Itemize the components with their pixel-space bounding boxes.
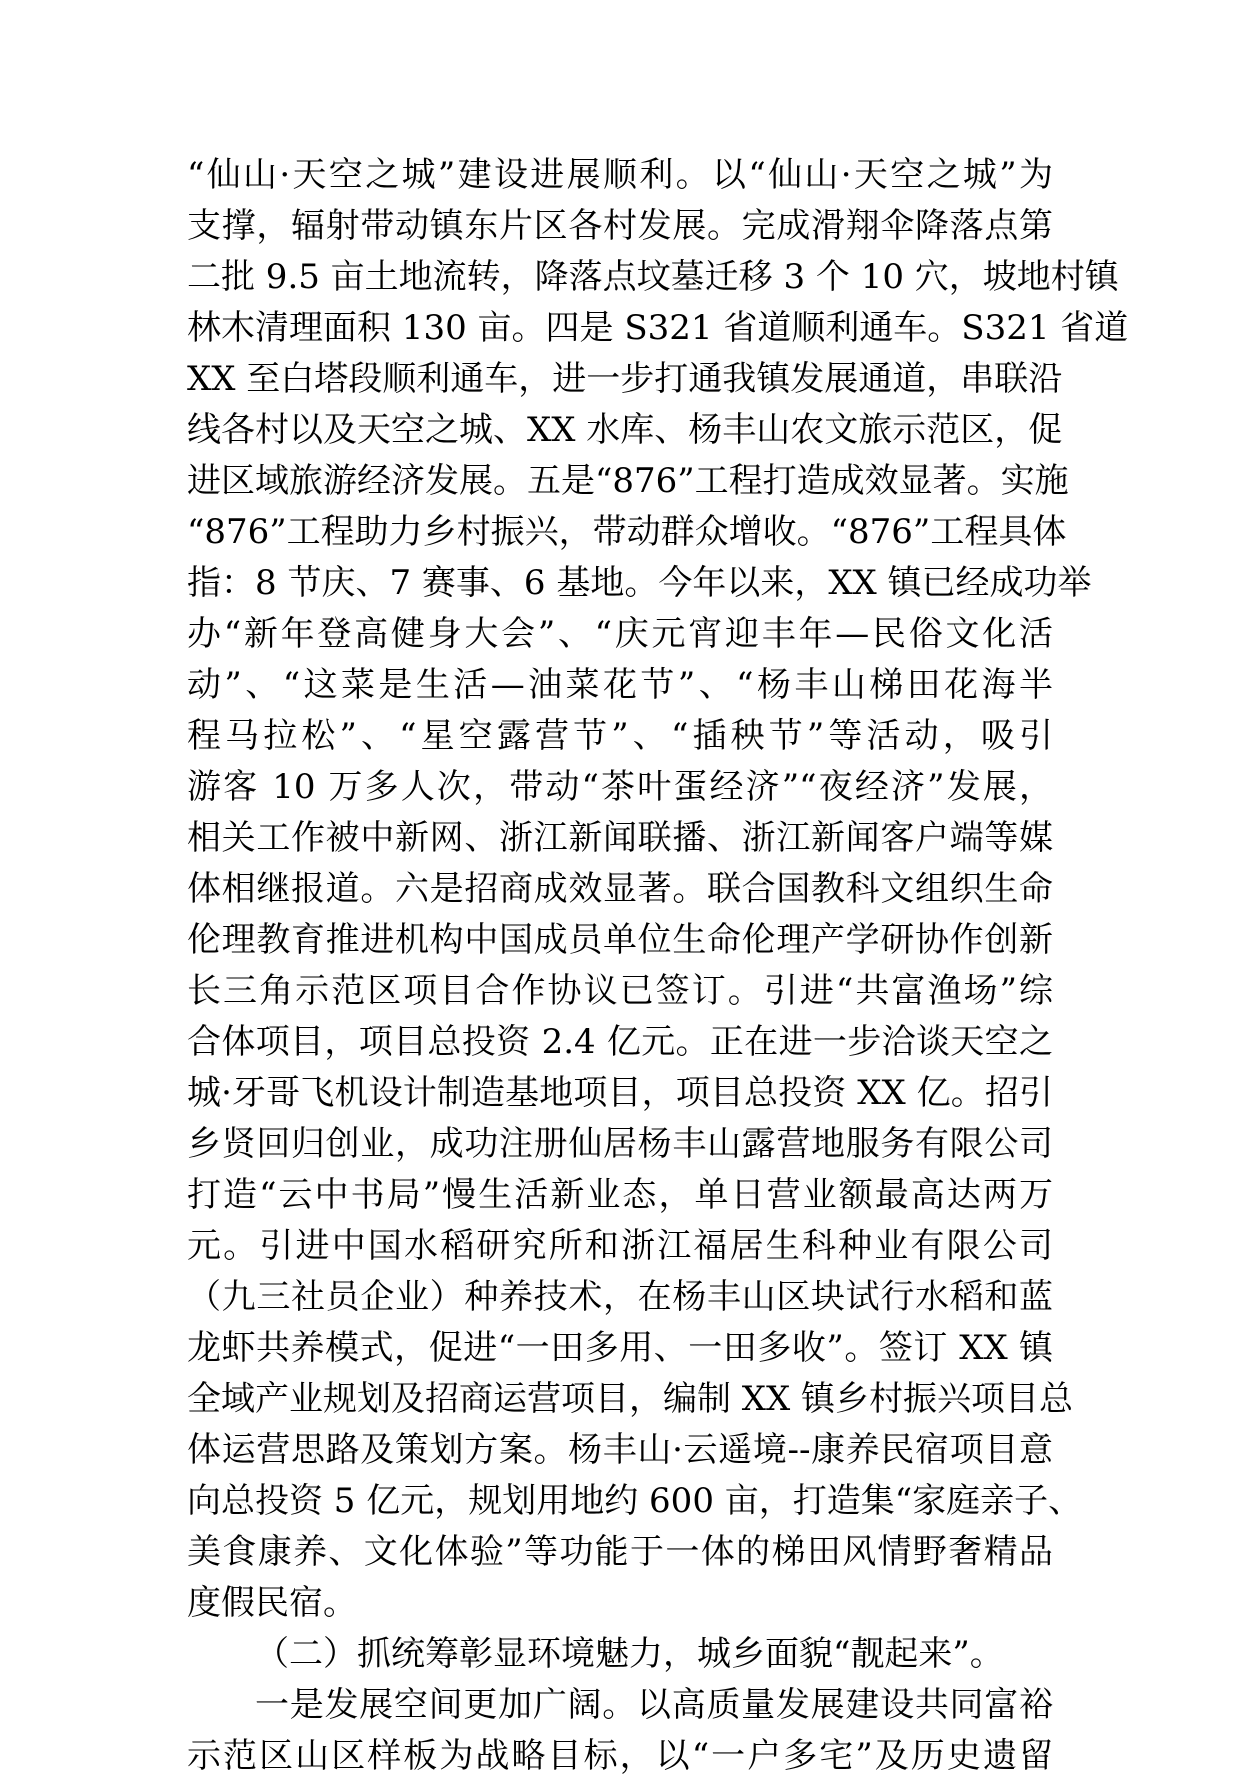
text-line: 办“新年登高健身大会”、“庆元宵迎丰年—民俗文化活 [187, 614, 1053, 654]
text-line: 指：8 节庆、7 赛事、6 基地。今年以来，XX 镇已经成功举 [187, 563, 1092, 603]
text-line: 林木清理面积 130 亩。四是 S321 省道顺利通车。S321 省道 [187, 308, 1129, 348]
text-line: 城·牙哥飞机设计制造基地项目，项目总投资 XX 亿。招引 [187, 1073, 1053, 1113]
text-line: 支撑，辐射带动镇东片区各村发展。完成滑翔伞降落点第 [187, 206, 1053, 246]
text-line: 示范区山区样板为战略目标，以“一户多宅”及历史遗留 [187, 1736, 1053, 1776]
text-line: “876”工程助力乡村振兴，带动群众增收。“876”工程具体 [187, 512, 1067, 552]
text-line: 程马拉松”、“星空露营节”、“插秧节”等活动，吸引 [187, 716, 1053, 756]
text-line: “仙山·天空之城”建设进展顺利。以“仙山·天空之城”为 [187, 155, 1053, 195]
text-line: 线各村以及天空之城、XX 水库、杨丰山农文旅示范区，促 [187, 410, 1063, 450]
text-line: 体相继报道。六是招商成效显著。联合国教科文组织生命 [187, 869, 1053, 909]
text-line: 一是发展空间更加广阔。以高质量发展建设共同富裕 [255, 1685, 1053, 1725]
text-line: 打造“云中书局”慢生活新业态，单日营业额最高达两万 [187, 1175, 1053, 1215]
text-line: 龙虾共养模式，促进“一田多用、一田多收”。签订 XX 镇 [187, 1328, 1053, 1368]
text-line: 相关工作被中新网、浙江新闻联播、浙江新闻客户端等媒 [187, 818, 1053, 858]
text-line: 伦理教育推进机构中国成员单位生命伦理产学研协作创新 [187, 920, 1053, 960]
text-line: 游客 10 万多人次，带动“茶叶蛋经济”“夜经济”发展， [187, 767, 1053, 807]
text-line: （九三社员企业）种养技术，在杨丰山区块试行水稻和蓝 [187, 1277, 1053, 1317]
text-line: 乡贤回归创业，成功注册仙居杨丰山露营地服务有限公司 [187, 1124, 1053, 1164]
text-line: 合体项目，项目总投资 2.4 亿元。正在进一步洽谈天空之 [187, 1022, 1053, 1062]
text-line: 元。引进中国水稻研究所和浙江福居生科种业有限公司 [187, 1226, 1053, 1266]
text-line: 全域产业规划及招商运营项目，编制 XX 镇乡村振兴项目总 [187, 1379, 1074, 1419]
text-line: 体运营思路及策划方案。杨丰山·云遥境--康养民宿项目意 [187, 1430, 1053, 1470]
text-line: 动”、“这菜是生活—油菜花节”、“杨丰山梯田花海半 [187, 665, 1053, 705]
text-line: 向总投资 5 亿元，规划用地约 600 亩，打造集“家庭亲子、 [187, 1481, 1083, 1521]
text-line: 长三角示范区项目合作协议已签订。引进“共富渔场”综 [187, 971, 1053, 1011]
section-heading: （二）抓统筹彰显环境魅力，城乡面貌“靓起来”。 [255, 1634, 1004, 1674]
text-line: 二批 9.5 亩土地流转，降落点坟墓迁移 3 个 10 穴，坡地村镇 [187, 257, 1119, 297]
body-text [187, 150, 1129, 1782]
paragraph-end-line: 度假民宿。 [187, 1583, 357, 1623]
text-line: XX 至白塔段顺利通车，进一步打通我镇发展通道，串联沿 [187, 359, 1063, 399]
text-line: 美食康养、文化体验”等功能于一体的梯田风情野奢精品 [187, 1532, 1053, 1572]
text-line: 进区域旅游经济发展。五是“876”工程打造成效显著。实施 [187, 461, 1069, 501]
